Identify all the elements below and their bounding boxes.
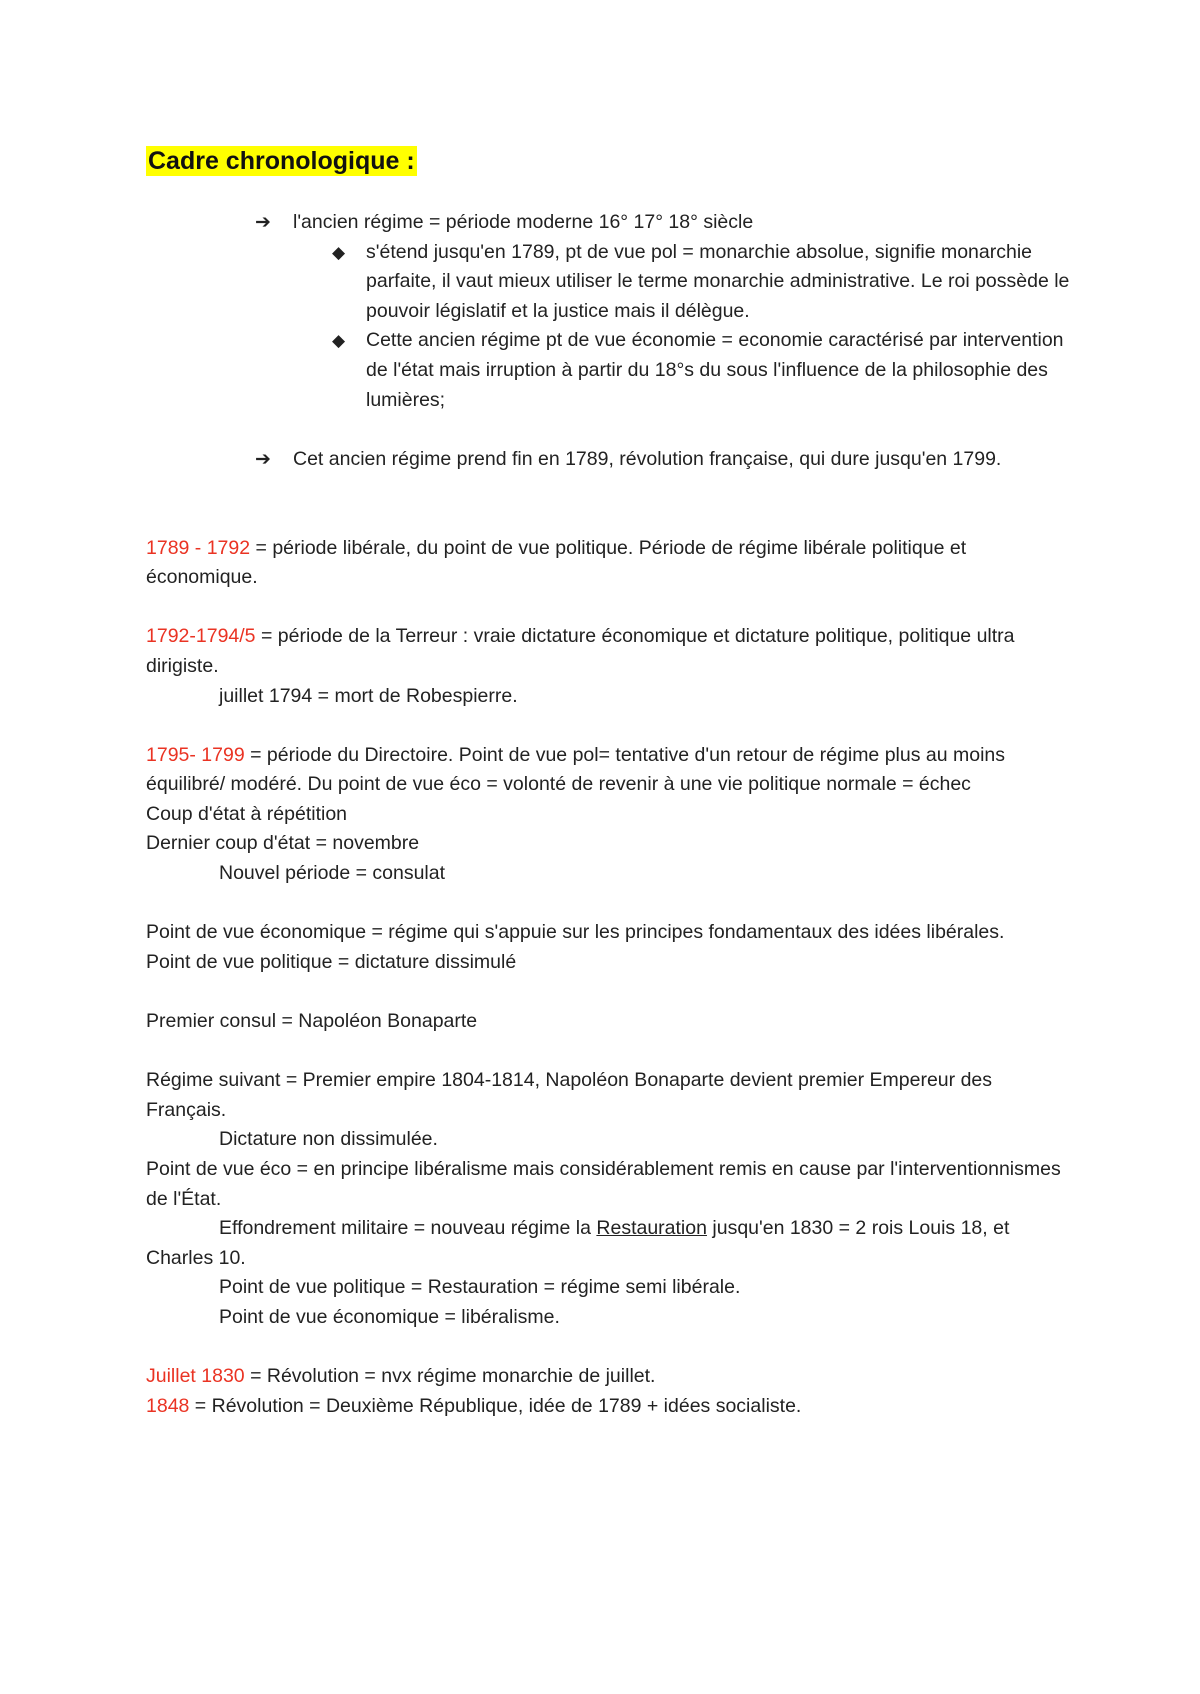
date-label: 1792-1794/5 (146, 625, 256, 648)
paragraph: juillet 1794 = mort de Robespierre. (219, 684, 518, 707)
paragraph: 1792-1794/5 = période de la Terreur : vraie dictature économique et dictature politique, politique ultra dirigiste. (146, 625, 1015, 677)
paragraph: 1789 - 1792 = période libérale, du point de vue politique. Période de régime libérale politique et économique. (146, 536, 967, 589)
paragraph: Coup d'état à répétition (146, 802, 348, 825)
list-item: ➔ Cet ancien régime prend fin en 1789, révolution française, qui dure jusqu'en 1799. (146, 445, 1076, 475)
paragraph: Point de vue politique = dictature dissimulé (146, 950, 517, 973)
list-item: ◆ s'étend jusqu'en 1789, pt de vue pol = monarchie absolue, signifie monarchie parfaite, il vaut mieux utiliser le terme monarchie administrative. Le roi possède le pouvoir législatif et la justice mais il délègue. (146, 238, 1076, 327)
date-label: 1848 (146, 1394, 190, 1417)
paragraph: Juillet 1830 = Révolution = nvx régime monarchie de juillet. (146, 1365, 656, 1388)
paragraph: Point de vue économique = libéralisme. (219, 1305, 560, 1328)
arrow-right-icon: ➔ (255, 212, 271, 233)
paragraph: 1848 = Révolution = Deuxième République, idée de 1789 + idées socialiste. (146, 1394, 802, 1417)
paragraph: Point de vue éco = en principe libéralisme mais considérablement remis en cause par l'interventionnismes de l'État. (146, 1158, 1061, 1210)
arrow-right-icon: ➔ (255, 448, 271, 470)
list-item: ➔ l'ancien régime = période moderne 16° 17° 18° siècle (146, 208, 1076, 238)
paragraph: Point de vue politique = Restauration = régime semi libérale. (219, 1276, 741, 1299)
paragraph: Effondrement militaire = nouveau régime la Restauration jusqu'en 1830 = 2 rois Louis 18, et Charles 10. (146, 1217, 1010, 1269)
underlined-term: Restauration (596, 1217, 707, 1240)
paragraph: Nouvel période = consulat (219, 862, 446, 885)
date-label: Juillet 1830 (146, 1365, 245, 1388)
date-label: 1789 - 1792 (146, 536, 251, 559)
paragraph: Premier consul = Napoléon Bonaparte (146, 1010, 478, 1033)
paragraph: Dictature non dissimulée. (219, 1128, 438, 1151)
paragraph: Dernier coup d'état = novembre (146, 832, 420, 855)
page-title: Cadre chronologique : (148, 147, 415, 175)
diamond-bullet-icon: ◆ (332, 331, 346, 351)
document-page (146, 146, 1076, 1421)
paragraph: Point de vue économique = régime qui s'appuie sur les principes fondamentaux des idées libérales. (146, 921, 1005, 944)
paragraph: 1795- 1799 = période du Directoire. Point de vue pol= tentative d'un retour de régime plus au moins équilibré/ modéré. Du point de vue éco = volonté de revenir à une vie politique normale = échec (146, 743, 1006, 796)
paragraph: Régime suivant = Premier empire 1804-1814, Napoléon Bonaparte devient premier Empereur des Français. (146, 1069, 993, 1121)
diamond-bullet-icon: ◆ (332, 242, 346, 262)
date-label: 1795- 1799 (146, 743, 245, 766)
bullet-list (146, 208, 1076, 474)
list-item: ◆ Cette ancien régime pt de vue économie = economie caractérisé par intervention de l'état mais irruption à partir du 18°s du sous l'influence de la philosophie des lumières; (146, 326, 1076, 415)
